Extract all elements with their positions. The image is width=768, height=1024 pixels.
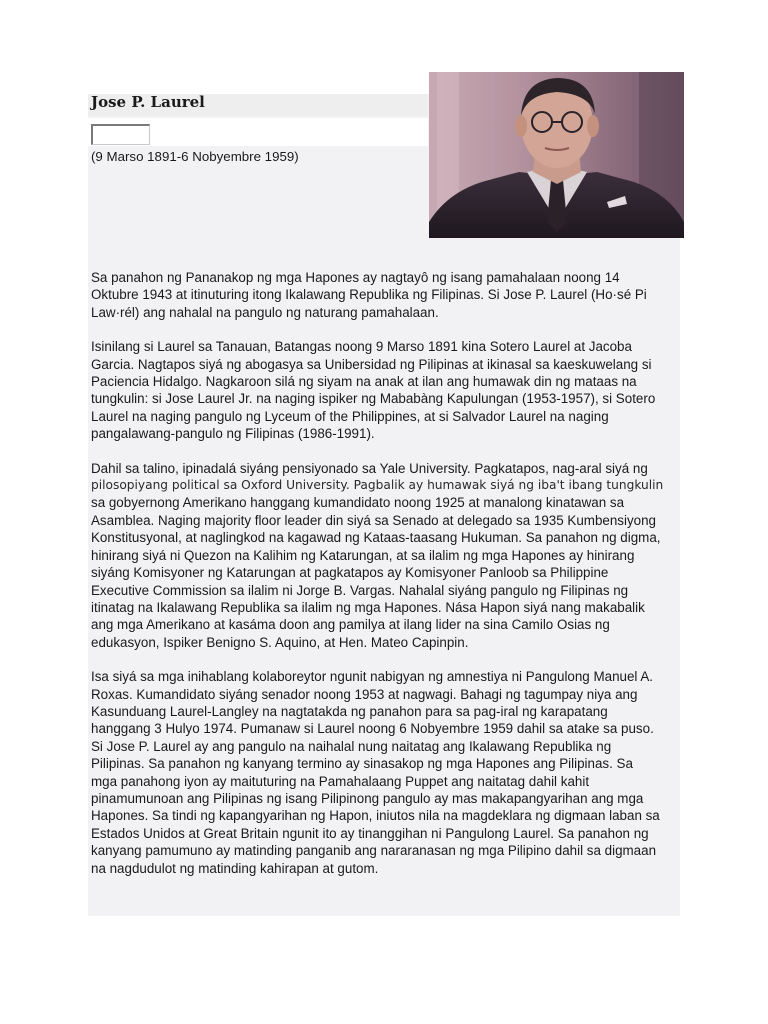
text-line: hinirang siyá ni Quezon na Kalihim ng Katarungan, at sa ilalim ng mga Hapones ay hinirang (91, 547, 635, 563)
text-line: sa gobyernong Amerikano hanggang kumandidato noong 1925 at manalong kinatawan sa (91, 495, 625, 511)
text-line: mga panahong iyon ay maituturing na Pamahalaang Puppet ang naitatag dahil kahit (91, 773, 590, 789)
text-line: ang mga Amerikano at kasáma doon ang pamilya at ilang lider na sina Camilo Osias ng (91, 617, 610, 633)
text-line: pangalawang-pangulo ng Filipinas (1986-1991). (91, 426, 375, 442)
text-line: na nagdudulot ng matinding kahirapan at gutom. (91, 860, 379, 876)
life-dates: (9 Marso 1891-6 Nobyembre 1959) (91, 149, 299, 164)
text-line: kanyang pamumuno ay matinding panganib ang nararanasan ng mga Pilipino dahil sa digmaan (91, 843, 657, 859)
text-line: Asamblea. Naging majority floor leader din siyá sa Senado at delegado sa 1935 Kumbensiyong (91, 512, 656, 528)
text-line: pilosopiyang political sa Oxford University. Pagbalik ay humawak siyá ng iba't ibang tungkulin (91, 478, 664, 493)
text-line: Oktubre 1943 at itinuturing itong Ikalawang Republika ng Filipinas. Si Jose P. Laurel (Ho·sé Pi (91, 287, 647, 303)
paragraph-1 (91, 269, 681, 321)
text-line: hanggang 3 Hulyo 1974. Pumanaw si Laurel noong 6 Nobyembre 1959 dahil sa atake sa puso. (91, 721, 654, 737)
text-line: siyáng Komisyoner ng Katarungan at pagkatapos ay Komisyoner Panloob sa Philippine (91, 565, 609, 581)
text-line: Isa siyá sa mga inihablang kolaboreytor ngunit nabigyan ng amnestiya ni Pangulong Manuel A. (91, 669, 654, 685)
portrait-photo (429, 72, 684, 238)
paragraph-3 (91, 460, 681, 651)
text-line: Laurel na naging pangulo ng Lyceum of the Philippines, at si Salvador Laurel na naging (91, 408, 609, 424)
text-line: Si Jose P. Laurel ay ang pangulo na naihalal nung naitatag ang Ikalawang Republika ng (91, 738, 612, 754)
empty-field-box (91, 124, 150, 145)
article-body (91, 269, 681, 894)
text-line: tungkulin: si Jose Laurel Jr. na naging ispiker ng Mababàng Kapulungan (1953-1957), si Sotero (91, 391, 656, 407)
text-line: Roxas. Kumandidato siyáng senador noong 1953 at nagwagi. Bahagi ng tagumpay niya ang (91, 686, 638, 702)
text-line: itinatag na Ikalawang Republika sa ilalim ng mga Hapones. Nása Hapon siyá nang makabalik (91, 599, 645, 615)
text-line: edukasyon, Ispiker Benigno S. Aquino, at Hen. Mateo Capinpin. (91, 634, 469, 650)
text-line: Kasunduang Laurel-Langley na nagtatakda ng panahon para sa pag-iral ng karapatang (91, 703, 608, 719)
paragraph-2 (91, 338, 681, 442)
text-line: Sa panahon ng Pananakop ng mga Hapones ay nagtayô ng isang pamahalaan noong 14 (91, 270, 620, 285)
text-line: Paciencia Hidalgo. Nagkaroon silá ng siyam na anak at ilan ang humawak din ng mataas na (91, 374, 637, 390)
text-line: Isinilang si Laurel sa Tanauan, Batangas noong 9 Marso 1891 kina Sotero Laurel at Jacoba (91, 339, 632, 355)
text-line: Law·rél) ang nahalal na pangulo ng naturang pamahalaan. (91, 304, 439, 320)
paragraph-4 (91, 668, 681, 877)
text-line: Garcia. Nagtapos siyá ng abogasya sa Unibersidad ng Pilipinas at ikinasal sa kaeskuwelang si (91, 356, 652, 372)
text-line: Pilipinas. Sa panahon ng kanyang termino ay sinasakop ng mga Hapones ang Pilipinas. Sa (91, 756, 633, 772)
text-line: Hapones. Sa tindi ng kapangyarihan ng Hapon, iniutos nila na magdeklara ng digmaan laban sa (91, 808, 660, 824)
text-line: Estados Unidos at Great Britain ngunit ito ay tinanggihan ni Pangulong Laurel. Sa panahon ng (91, 825, 649, 841)
text-line: pinamumunoan ang Pilipinas ng isang Pilipinong pangulo ay mas makapangyarihan ang mga (91, 790, 644, 806)
page-title: Jose P. Laurel (91, 93, 205, 111)
text-line: Executive Commission sa ilalim ni Jorge B. Vargas. Nahalal siyáng pangulo ng Filipinas ng (91, 582, 629, 598)
text-line: Konstitusyonal, at naglingkod na kagawad ng Kataas-taasang Hukuman. Sa panahon ng digma, (91, 530, 661, 546)
text-line: Dahil sa talino, ipinadalá siyáng pensiyonado sa Yale University. Pagkatapos, nag-aral siyá ng (91, 460, 648, 476)
